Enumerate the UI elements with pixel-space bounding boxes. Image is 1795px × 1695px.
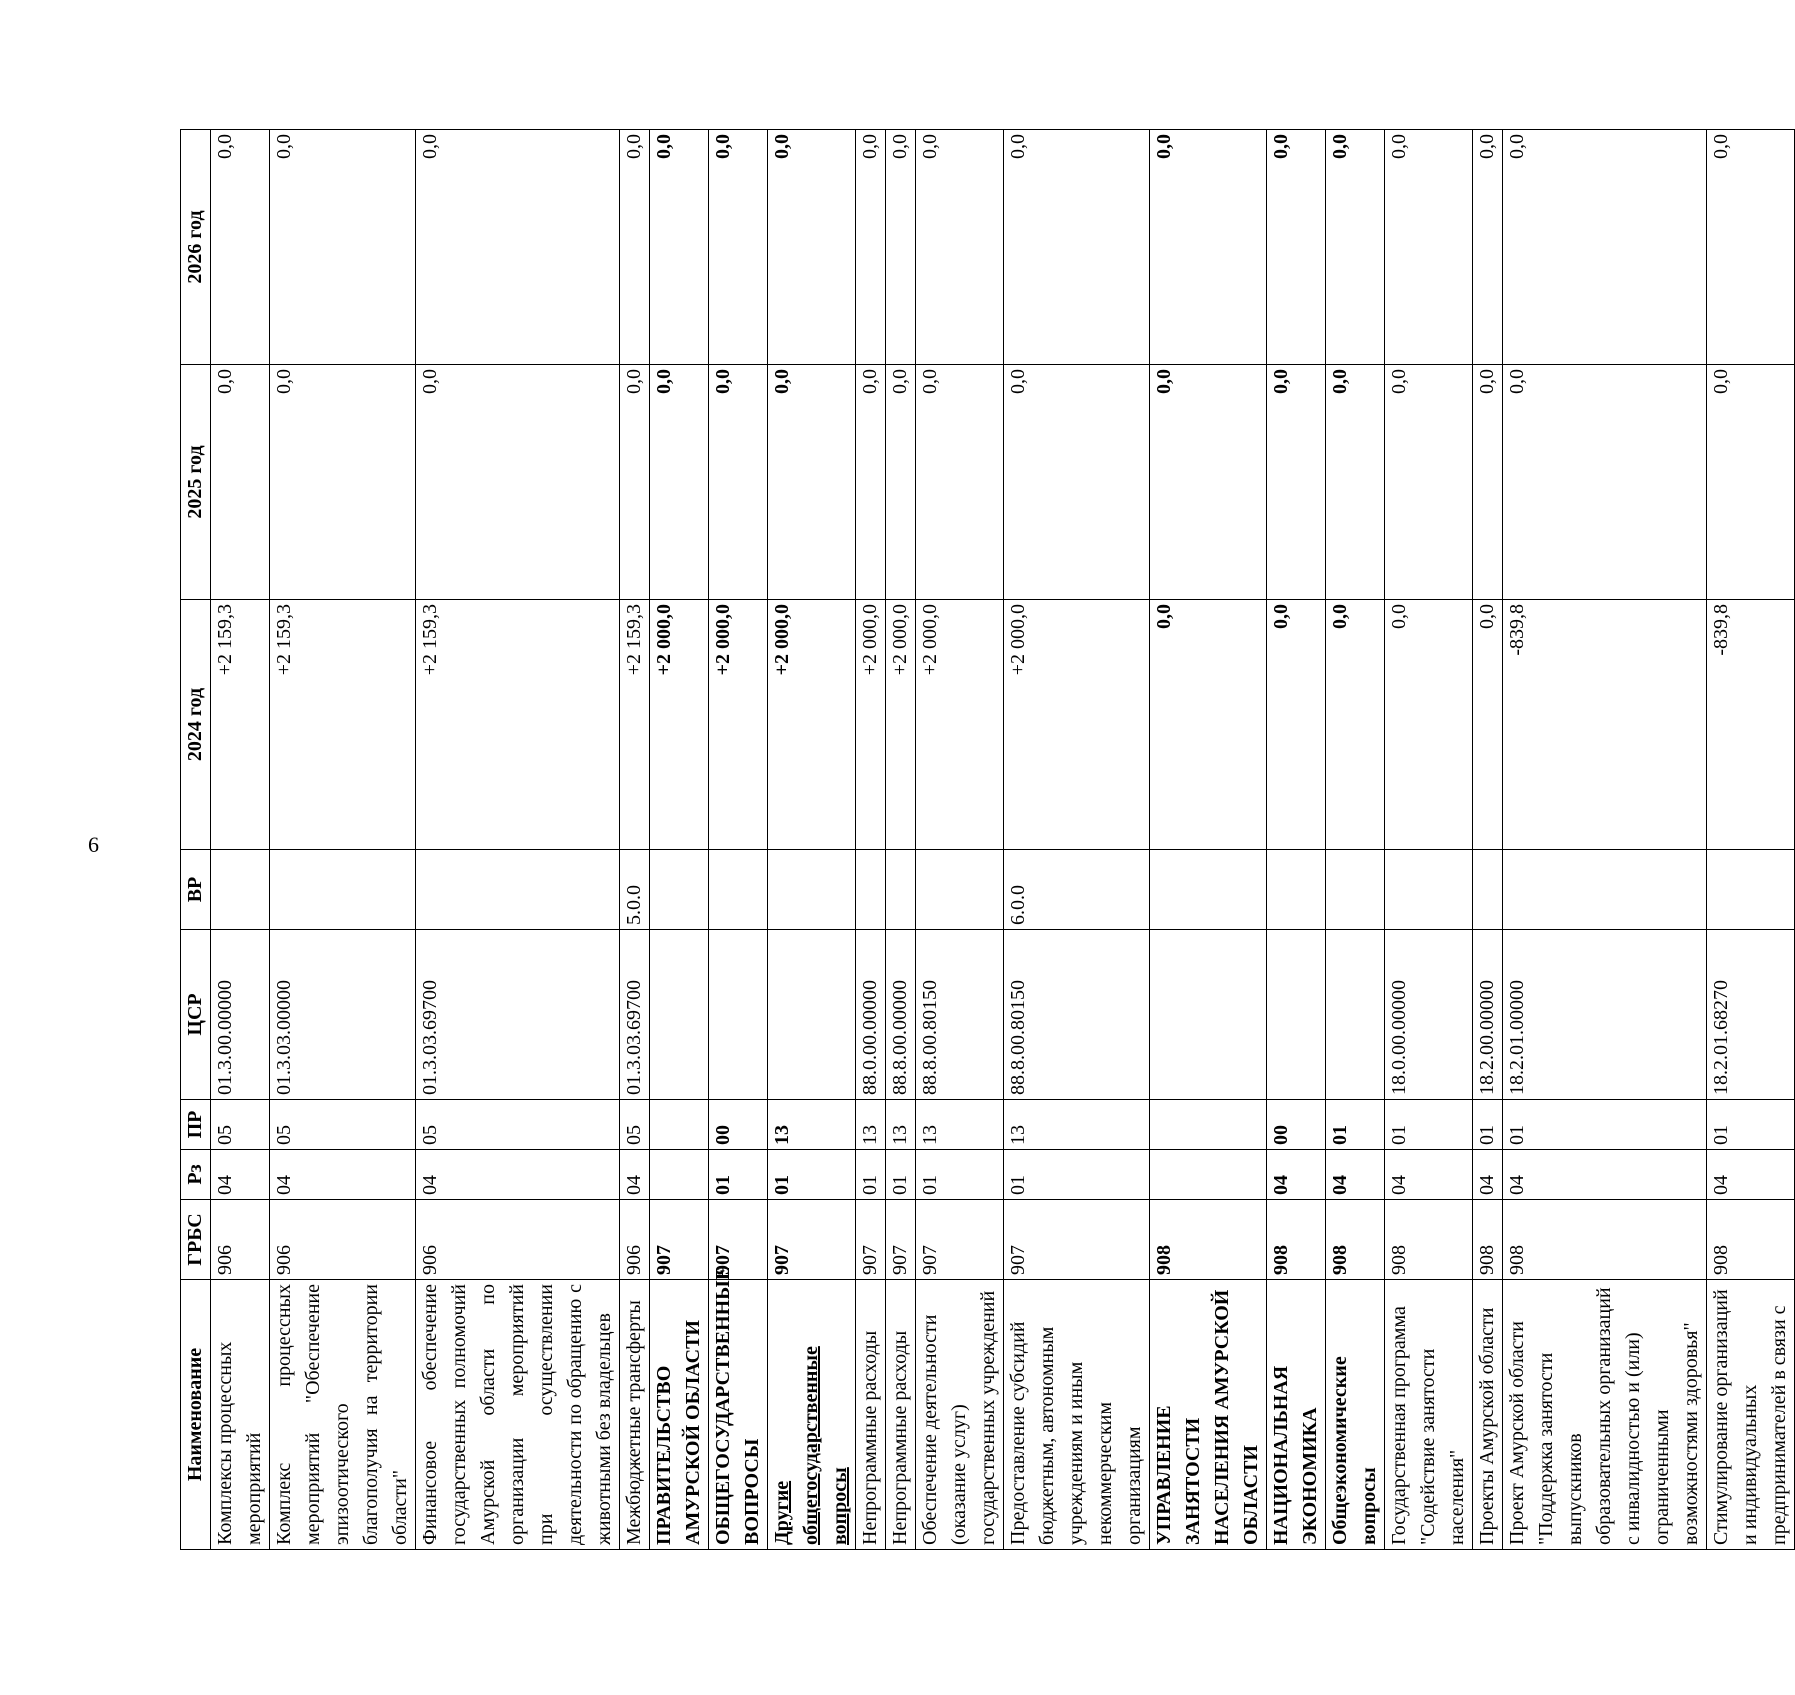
row-name: Комплекс процессных мероприятий "Обеспечение эпизоотического благополучия на территории области": [270, 1280, 416, 1550]
row-pr: [650, 1100, 709, 1150]
row-2026: 0,0: [1473, 130, 1503, 365]
row-2025: 0,0: [416, 365, 620, 600]
row-csr: 18.2.00.00000: [1473, 930, 1503, 1100]
row-grbs: 908: [1473, 1200, 1503, 1280]
col-header-rz: Рз: [181, 1150, 211, 1200]
row-2024: 0,0: [1473, 600, 1503, 850]
row-grbs: 908: [1385, 1200, 1473, 1280]
row-name: Непрограммные расходы: [856, 1280, 886, 1550]
row-vr: [1267, 850, 1326, 930]
page-number: 6: [88, 832, 99, 857]
col-header-2024: 2024 год: [181, 600, 211, 850]
row-2025: 0,0: [1385, 365, 1473, 600]
row-2026: 0,0: [211, 130, 270, 365]
row-2026: 0,0: [916, 130, 1004, 365]
row-rz: 04: [270, 1150, 416, 1200]
row-name: Финансовое обеспечение государственных полномочий Амурской области по организации мероприятий при осуществлении деятельности по обращению с животными без владельцев: [416, 1280, 620, 1550]
row-name: Комплексы процессных мероприятий: [211, 1280, 270, 1550]
row-rz: 04: [1385, 1150, 1473, 1200]
row-vr: [1473, 850, 1503, 930]
row-rz: 04: [1707, 1150, 1795, 1200]
row-2024: 0,0: [1326, 600, 1385, 850]
row-2026: 0,0: [1707, 130, 1795, 365]
row-name: Общеэкономические вопросы: [1326, 1280, 1385, 1550]
table-row: [1004, 130, 1150, 1550]
row-2026: 0,0: [416, 130, 620, 365]
row-csr: 88.8.00.80150: [916, 930, 1004, 1100]
row-vr: [650, 850, 709, 930]
row-grbs: 906: [620, 1200, 650, 1280]
row-pr: 13: [1004, 1100, 1150, 1150]
row-2024: 0,0: [1150, 600, 1267, 850]
table-row: [709, 130, 768, 1550]
row-vr: [768, 850, 856, 930]
table-row: [1473, 130, 1503, 1550]
row-grbs: 908: [1707, 1200, 1795, 1280]
row-2025: 0,0: [1267, 365, 1326, 600]
row-pr: 01: [1326, 1100, 1385, 1150]
row-2024: 0,0: [1267, 600, 1326, 850]
table-row: [768, 130, 856, 1550]
row-pr: 13: [768, 1100, 856, 1150]
row-2026: 0,0: [650, 130, 709, 365]
row-pr: 01: [1503, 1100, 1707, 1150]
row-2026: 0,0: [1326, 130, 1385, 365]
row-rz: 04: [1326, 1150, 1385, 1200]
row-pr: 13: [856, 1100, 886, 1150]
table-row: [1385, 130, 1473, 1550]
row-rz: 01: [916, 1150, 1004, 1200]
table-row: [886, 130, 916, 1550]
row-vr: [211, 850, 270, 930]
row-csr: [650, 930, 709, 1100]
row-vr: [1707, 850, 1795, 930]
row-2024: +2 000,0: [1004, 600, 1150, 850]
row-rz: 04: [211, 1150, 270, 1200]
row-rz: 01: [768, 1150, 856, 1200]
row-2025: 0,0: [916, 365, 1004, 600]
row-2025: 0,0: [1473, 365, 1503, 600]
row-name: ПРАВИТЕЛЬСТВО АМУРСКОЙ ОБЛАСТИ: [650, 1280, 709, 1550]
row-grbs: 908: [1150, 1200, 1267, 1280]
row-vr: [416, 850, 620, 930]
row-vr: [1503, 850, 1707, 930]
row-2026: 0,0: [1150, 130, 1267, 365]
row-vr: [1385, 850, 1473, 930]
row-name: Обеспечение деятельности (оказание услуг) государственных учреждений: [916, 1280, 1004, 1550]
table-row: [270, 130, 416, 1550]
row-2025: 0,0: [650, 365, 709, 600]
row-csr: 01.3.03.69700: [620, 930, 650, 1100]
table-row: [650, 130, 709, 1550]
row-csr: [768, 930, 856, 1100]
row-2024: -839,8: [1503, 600, 1707, 850]
row-2026: 0,0: [1004, 130, 1150, 365]
row-csr: 01.3.03.00000: [270, 930, 416, 1100]
row-grbs: 907: [709, 1200, 768, 1280]
row-pr: 05: [620, 1100, 650, 1150]
row-grbs: 907: [916, 1200, 1004, 1280]
row-rz: 01: [709, 1150, 768, 1200]
row-2025: 0,0: [1150, 365, 1267, 600]
row-2025: 0,0: [709, 365, 768, 600]
row-grbs: 906: [270, 1200, 416, 1280]
row-rz: 01: [856, 1150, 886, 1200]
row-grbs: 906: [211, 1200, 270, 1280]
row-name: Проекты Амурской области: [1473, 1280, 1503, 1550]
row-2026: 0,0: [620, 130, 650, 365]
budget-table-rotated: [180, 130, 1790, 1550]
row-csr: 01.3.00.00000: [211, 930, 270, 1100]
row-2025: 0,0: [1004, 365, 1150, 600]
row-grbs: 908: [1503, 1200, 1707, 1280]
row-2024: +2 000,0: [886, 600, 916, 850]
row-vr: 5.0.0: [620, 850, 650, 930]
col-header-name: Наименование: [181, 1280, 211, 1550]
row-vr: [270, 850, 416, 930]
row-csr: [1150, 930, 1267, 1100]
row-pr: 05: [270, 1100, 416, 1150]
row-pr: 01: [1473, 1100, 1503, 1150]
table-row: [1150, 130, 1267, 1550]
row-name: Предоставление субсидий бюджетным, автономным учреждениям и иным некоммерческим организациям: [1004, 1280, 1150, 1550]
row-pr: 05: [416, 1100, 620, 1150]
row-pr: 13: [916, 1100, 1004, 1150]
row-2024: +2 159,3: [270, 600, 416, 850]
table-row: [1326, 130, 1385, 1550]
col-header-csr: ЦСР: [181, 930, 211, 1100]
row-rz: [650, 1150, 709, 1200]
row-grbs: 906: [416, 1200, 620, 1280]
row-name: Непрограммные расходы: [886, 1280, 916, 1550]
row-2024: -839,8: [1707, 600, 1795, 850]
row-vr: [1326, 850, 1385, 930]
row-grbs: 907: [886, 1200, 916, 1280]
row-2026: 0,0: [1267, 130, 1326, 365]
table-row: [1707, 130, 1795, 1550]
row-grbs: 907: [856, 1200, 886, 1280]
row-2025: 0,0: [1503, 365, 1707, 600]
row-pr: 00: [709, 1100, 768, 1150]
row-rz: 01: [1004, 1150, 1150, 1200]
col-header-2026: 2026 год: [181, 130, 211, 365]
row-rz: 04: [1473, 1150, 1503, 1200]
col-header-grbs: ГРБС: [181, 1200, 211, 1280]
row-name: УПРАВЛЕНИЕ ЗАНЯТОСТИ НАСЕЛЕНИЯ АМУРСКОЙ ОБЛАСТИ: [1150, 1280, 1267, 1550]
table-row: [1503, 130, 1707, 1550]
row-2024: +2 000,0: [916, 600, 1004, 850]
row-csr: 88.8.00.80150: [1004, 930, 1150, 1100]
row-pr: 01: [1385, 1100, 1473, 1150]
row-name: НАЦИОНАЛЬНАЯ ЭКОНОМИКА: [1267, 1280, 1326, 1550]
row-2025: 0,0: [856, 365, 886, 600]
row-rz: 01: [886, 1150, 916, 1200]
row-csr: 18.2.01.00000: [1503, 930, 1707, 1100]
row-2025: 0,0: [768, 365, 856, 600]
row-vr: [1150, 850, 1267, 930]
row-csr: 88.0.00.00000: [856, 930, 886, 1100]
row-grbs: 908: [1267, 1200, 1326, 1280]
table-row: [416, 130, 620, 1550]
row-grbs: 907: [650, 1200, 709, 1280]
table-row: [916, 130, 1004, 1550]
row-2025: 0,0: [886, 365, 916, 600]
row-grbs: 907: [1004, 1200, 1150, 1280]
row-2025: 0,0: [1326, 365, 1385, 600]
row-2024: +2 000,0: [856, 600, 886, 850]
table-row: [620, 130, 650, 1550]
row-2025: 0,0: [1707, 365, 1795, 600]
row-csr: [1326, 930, 1385, 1100]
row-2024: +2 000,0: [709, 600, 768, 850]
row-vr: [886, 850, 916, 930]
row-csr: [709, 930, 768, 1100]
table-header-row: [181, 130, 211, 1550]
row-2026: 0,0: [1503, 130, 1707, 365]
row-2025: 0,0: [211, 365, 270, 600]
row-csr: 18.0.00.00000: [1385, 930, 1473, 1100]
row-name: Межбюджетные трансферты: [620, 1280, 650, 1550]
row-vr: 6.0.0: [1004, 850, 1150, 930]
table-row: [1267, 130, 1326, 1550]
row-rz: [1150, 1150, 1267, 1200]
row-2026: 0,0: [270, 130, 416, 365]
row-2026: 0,0: [886, 130, 916, 365]
row-grbs: 908: [1326, 1200, 1385, 1280]
row-2024: +2 000,0: [768, 600, 856, 850]
row-name-text: Другие общегосударственные вопросы: [771, 1346, 851, 1545]
row-csr: [1267, 930, 1326, 1100]
row-2024: +2 159,3: [416, 600, 620, 850]
row-rz: 04: [416, 1150, 620, 1200]
row-vr: [856, 850, 886, 930]
row-csr: 18.2.01.68270: [1707, 930, 1795, 1100]
row-2025: 0,0: [620, 365, 650, 600]
row-name: [768, 1280, 856, 1550]
row-2026: 0,0: [1385, 130, 1473, 365]
row-vr: [916, 850, 1004, 930]
row-grbs: 907: [768, 1200, 856, 1280]
col-header-vr: ВР: [181, 850, 211, 930]
row-pr: [1150, 1100, 1267, 1150]
row-2026: 0,0: [768, 130, 856, 365]
col-header-pr: ПР: [181, 1100, 211, 1150]
row-2024: +2 159,3: [620, 600, 650, 850]
row-csr: 01.3.03.69700: [416, 930, 620, 1100]
row-name: Проект Амурской области "Поддержка занятости выпускников образовательных организаций с инвалидностью и (или) ограниченными возможностями здоровья": [1503, 1280, 1707, 1550]
row-name: Государственная программа "Содействие занятости населения": [1385, 1280, 1473, 1550]
row-2025: 0,0: [270, 365, 416, 600]
row-pr: 00: [1267, 1100, 1326, 1150]
row-csr: 88.8.00.00000: [886, 930, 916, 1100]
row-vr: [709, 850, 768, 930]
table-row: [856, 130, 886, 1550]
budget-table: [180, 129, 1795, 1550]
row-pr: 01: [1707, 1100, 1795, 1150]
table-row: [211, 130, 270, 1550]
row-rz: 04: [620, 1150, 650, 1200]
row-2024: +2 159,3: [211, 600, 270, 850]
row-pr: 13: [886, 1100, 916, 1150]
row-rz: 04: [1503, 1150, 1707, 1200]
row-name: ОБЩЕГОСУДАРСТВЕННЫЕ ВОПРОСЫ: [709, 1280, 768, 1550]
row-2024: 0,0: [1385, 600, 1473, 850]
row-2026: 0,0: [856, 130, 886, 365]
row-rz: 04: [1267, 1150, 1326, 1200]
row-pr: 05: [211, 1100, 270, 1150]
row-2024: +2 000,0: [650, 600, 709, 850]
row-name: Стимулирование организаций и индивидуальных предпринимателей в связи с: [1707, 1280, 1795, 1550]
col-header-2025: 2025 год: [181, 365, 211, 600]
row-2026: 0,0: [709, 130, 768, 365]
